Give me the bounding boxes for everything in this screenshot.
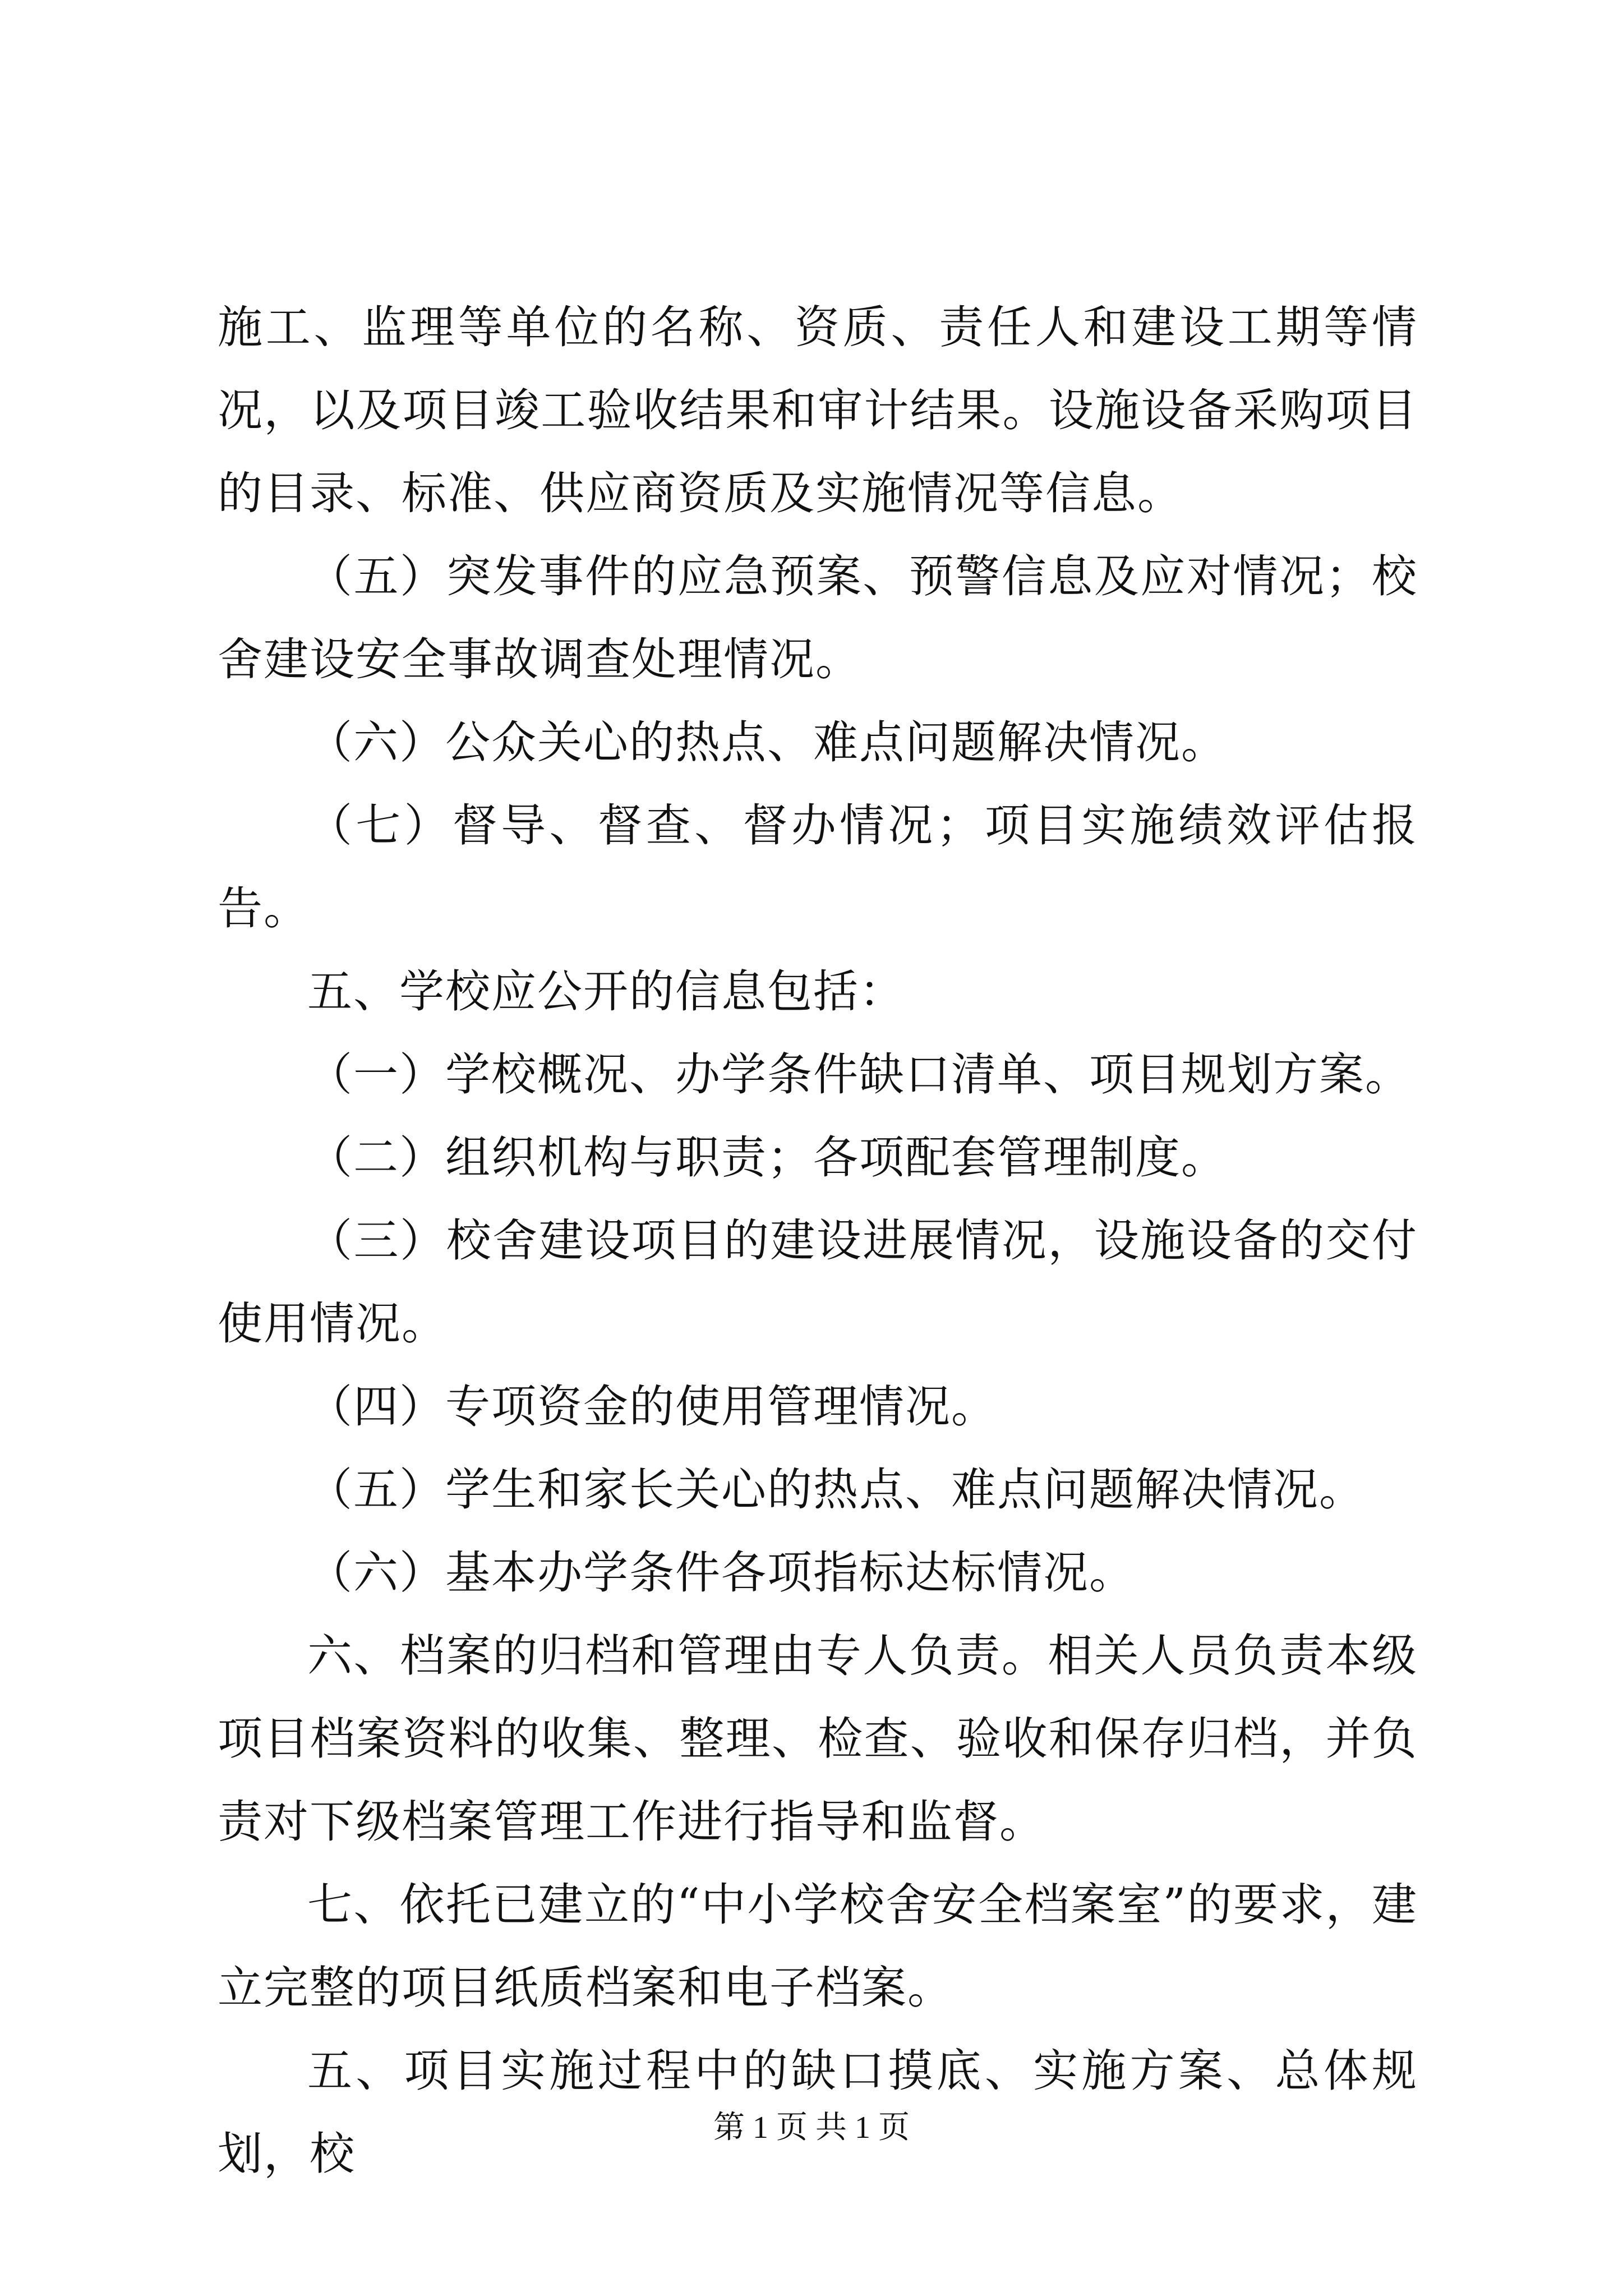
page-footer: 第 1 页 共 1 页: [713, 2110, 910, 2145]
paragraph-7: （二）组织机构与职责；各项配套管理制度。: [307, 1131, 1227, 1184]
paragraph-8: （三）校舍建设项目的建设进展情况，设施设备的交付使用情况。: [218, 1214, 1418, 1350]
paragraph-9: （四）专项资金的使用管理情况。: [307, 1381, 997, 1433]
paragraph-10: （五）学生和家长关心的热点、难点问题解决情况。: [307, 1464, 1365, 1516]
paragraph-1: 施工、监理等单位的名称、资质、责任人和建设工期等情况，以及项目竣工验收结果和审计结果。设施设备采购项目的目录、标准、供应商资质及实施情况等信息。: [218, 301, 1418, 519]
paragraph-4: （七）督导、督查、督办情况；项目实施绩效评估报告。: [218, 799, 1418, 935]
paragraph-6: （一）学校概况、办学条件缺口清单、项目规划方案。: [307, 1048, 1411, 1101]
paragraph-5: 五、学校应公开的信息包括：: [307, 965, 905, 1018]
paragraph-13: 七、依托已建立的“中小学校舍安全档案室”的要求，建立完整的项目纸质档案和电子档案。: [218, 1879, 1418, 2014]
paragraph-3: （六）公众关心的热点、难点问题解决情况。: [307, 716, 1227, 769]
document-body: [218, 286, 1418, 2196]
paragraph-2: （五）突发事件的应急预案、预警信息及应对情况；校舍建设安全事故调查处理情况。: [218, 550, 1418, 685]
paragraph-12: 六、档案的归档和管理由专人负责。相关人员负责本级项目档案资料的收集、整理、检查、验收和保存归档，并负责对下级档案管理工作进行指导和监督。: [218, 1630, 1418, 1848]
paragraph-11: （六）基本办学条件各项指标达标情况。: [307, 1547, 1135, 1599]
paragraph-14: 五、项目实施过程中的缺口摸底、实施方案、总体规划，校: [218, 2045, 1418, 2180]
